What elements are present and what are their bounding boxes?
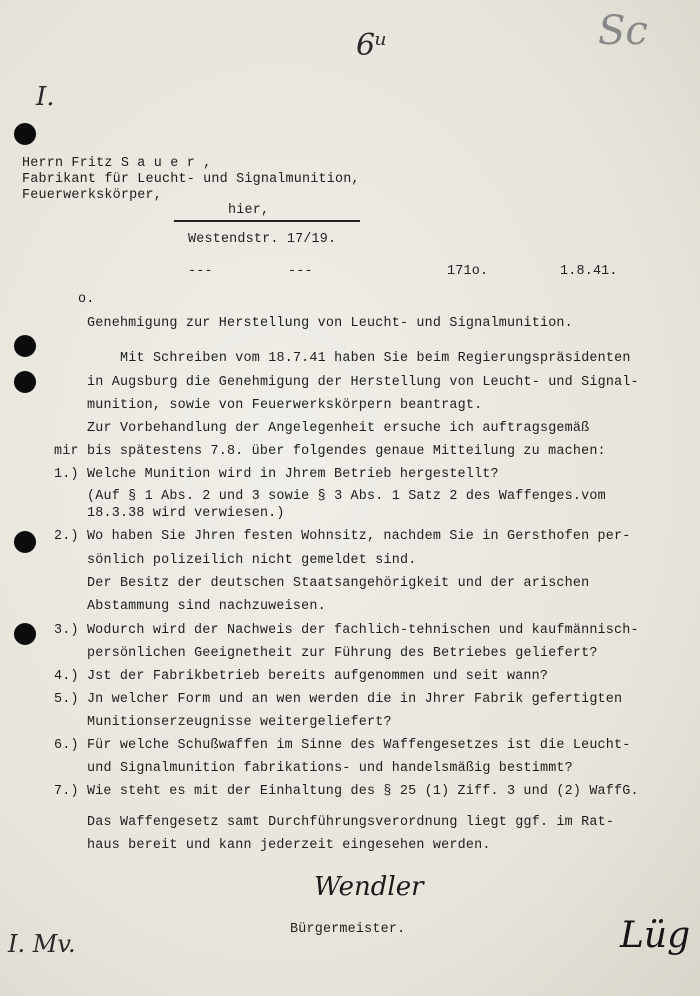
request-line: mir bis spätestens 7.8. über folgendes genaue Mitteilung zu machen: bbox=[54, 444, 606, 459]
question-2: 2.) Wo haben Sie Jhren festen Wohnsitz, nachdem Sie in Gersthofen per- bbox=[54, 529, 631, 544]
question-6: und Signalmunition fabrikations- und handelsmäßig bestimmt? bbox=[87, 761, 573, 776]
handwritten-mark-top-right: Sc bbox=[598, 8, 648, 54]
question-2-note: Der Besitz der deutschen Staatsangehörigkeit und der arischen bbox=[87, 576, 590, 591]
address-line-3: Feuerwerkskörper, bbox=[22, 188, 163, 203]
signature-handwritten: Wendler bbox=[314, 872, 424, 902]
subject-line: Genehmigung zur Herstellung von Leucht- und Signalmunition. bbox=[87, 316, 573, 331]
handwritten-mark-top-center: 6ᵘ bbox=[356, 28, 388, 63]
address-street: Westendstr. 17/19. bbox=[188, 232, 337, 247]
handwritten-mark-bottom-left: I. Mv. bbox=[8, 930, 76, 958]
intro-line: Mit Schreiben vom 18.7.41 haben Sie beim Regierungspräsidenten bbox=[120, 351, 631, 366]
question-1-note: 18.3.38 wird verwiesen.) bbox=[87, 506, 285, 521]
punch-hole bbox=[14, 123, 36, 145]
address-line-2: Fabrikant für Leucht- und Signalmunition, bbox=[22, 172, 360, 187]
reference-dash-1: --- bbox=[188, 264, 213, 279]
question-1: 1.) Welche Munition wird in Jhrem Betrieb hergestellt? bbox=[54, 467, 499, 482]
question-2: sönlich polizeilich nicht gemeldet sind. bbox=[87, 553, 417, 568]
reference-date: 1.8.41. bbox=[560, 264, 618, 279]
signature-title: Bürgermeister. bbox=[290, 922, 406, 937]
punch-hole bbox=[14, 371, 36, 393]
question-5: 5.) Jn welcher Form und an wen werden die in Jhrer Fabrik gefertigten bbox=[54, 692, 623, 707]
closing-line: Das Waffengesetz samt Durchführungsverordnung liegt ggf. im Rat- bbox=[87, 815, 615, 830]
punch-hole bbox=[14, 335, 36, 357]
reference-dash-2: --- bbox=[288, 264, 313, 279]
marker: o. bbox=[78, 292, 95, 307]
handwritten-mark-top-left: I. bbox=[36, 82, 55, 112]
question-3: persönlichen Geeignetheit zur Führung des Betriebes geliefert? bbox=[87, 646, 598, 661]
address-place: hier, bbox=[228, 203, 270, 218]
question-4: 4.) Jst der Fabrikbetrieb bereits aufgenommen und seit wann? bbox=[54, 669, 549, 684]
address-line-1: Herrn Fritz S a u e r , bbox=[22, 156, 212, 171]
question-7: 7.) Wie steht es mit der Einhaltung des § 25 (1) Ziff. 3 und (2) WaffG. bbox=[54, 784, 639, 799]
question-3: 3.) Wodurch wird der Nachweis der fachlich-tehnischen und kaufmännisch- bbox=[54, 623, 639, 638]
handwritten-mark-bottom-right: Lüg bbox=[620, 915, 691, 956]
question-1-note: (Auf § 1 Abs. 2 und 3 sowie § 3 Abs. 1 Satz 2 des Waffenges.vom bbox=[87, 489, 606, 504]
intro-line: munition, sowie von Feuerwerkskörpern beantragt. bbox=[87, 398, 483, 413]
address-underline bbox=[174, 220, 360, 222]
intro-line: in Augsburg die Genehmigung der Herstellung von Leucht- und Signal- bbox=[87, 375, 639, 390]
closing-line: haus bereit und kann jederzeit eingesehen werden. bbox=[87, 838, 491, 853]
punch-hole bbox=[14, 623, 36, 645]
question-5: Munitionserzeugnisse weitergeliefert? bbox=[87, 715, 392, 730]
reference-file-number: 171o. bbox=[447, 264, 489, 279]
question-2-note: Abstammung sind nachzuweisen. bbox=[87, 599, 326, 614]
punch-hole bbox=[14, 531, 36, 553]
question-6: 6.) Für welche Schußwaffen im Sinne des Waffengesetzes ist die Leucht- bbox=[54, 738, 631, 753]
request-line: Zur Vorbehandlung der Angelegenheit ersuche ich auftragsgemäß bbox=[87, 421, 590, 436]
